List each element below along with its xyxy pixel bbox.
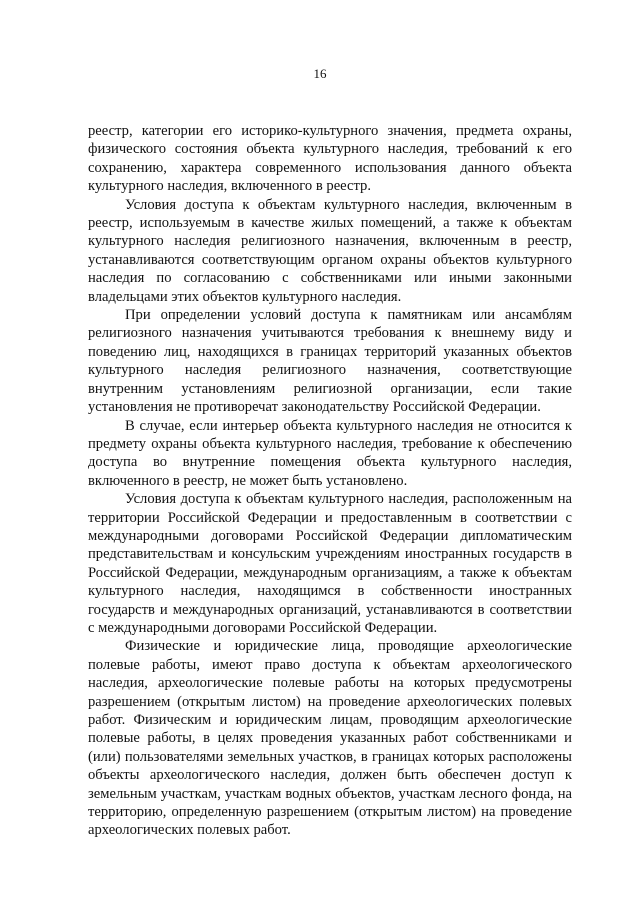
paragraph-international-objects: Условия доступа к объектам культурного наследия, расположенным на территории Российской Федерации и предоставленным в соответствии с международными договорами Российской Федерации дипломатическим представительствам и консульским учреждениям иностранных государств в Российской Федерации, международным организациям, а также к объектам культурного наследия, находящимся в собственности иностранных государств и международных организаций, устанавливаются в соответствии с международными договорами Российской Федерации. (88, 491, 572, 636)
paragraph-continuation: реестр, категории его историко-культурного значения, предмета охраны, физического состояния объекта культурного наследия, требований к его сохранению, характера современного использования данного объекта культурного наследия, включенного в реестр. (88, 123, 572, 195)
paragraph-interior-access: В случае, если интерьер объекта культурного наследия не относится к предмету охраны объекта культурного наследия, требование к обеспечению доступа во внутренние помещения объекта культурного наследия, включенного в реестр, не может быть установлено. (88, 417, 572, 489)
paragraph-archaeological-works: Физические и юридические лица, проводящие археологические полевые работы, имеют право доступа к объектам археологического наследия, археологические полевые работы на которых предусмотрены разрешением (открытым листом) на проведение археологических полевых работ. Физическим и юридическим лицам, проводящим археологические полевые работы, в целях проведения указанных работ собственниками и (или) пользователями земельных участков, в границах которых расположены объекты археологического наследия, должен быть обеспечен доступ к земельным участкам, участкам водных объектов, участкам лесного фонда, на территорию, определенную разрешением (открытым листом) на проведение археологических полевых работ. (88, 638, 572, 839)
paragraph-access-conditions-residential: Условия доступа к объектам культурного наследия, включенным в реестр, используемым в качестве жилых помещений, а также к объектам культурного наследия религиозного назначения, включенным в реестр, устанавливаются соответствующим органом охраны объектов культурного наследия по согласованию с собственниками или иными законными владельцами этих объектов культурного наследия. (88, 196, 572, 305)
page-number: 16 (313, 66, 327, 81)
paragraph-religious-monuments: При определении условий доступа к памятникам или ансамблям религиозного назначения учитываются требования к внешнему виду и поведению лиц, находящихся в границах территорий указанных объектов культурного наследия религиозного назначения, соответствующие внутренним установлениям религиозной организации, если такие установления не противоречат законодательству Российской Федерации. (88, 307, 572, 416)
document-body (88, 122, 572, 840)
